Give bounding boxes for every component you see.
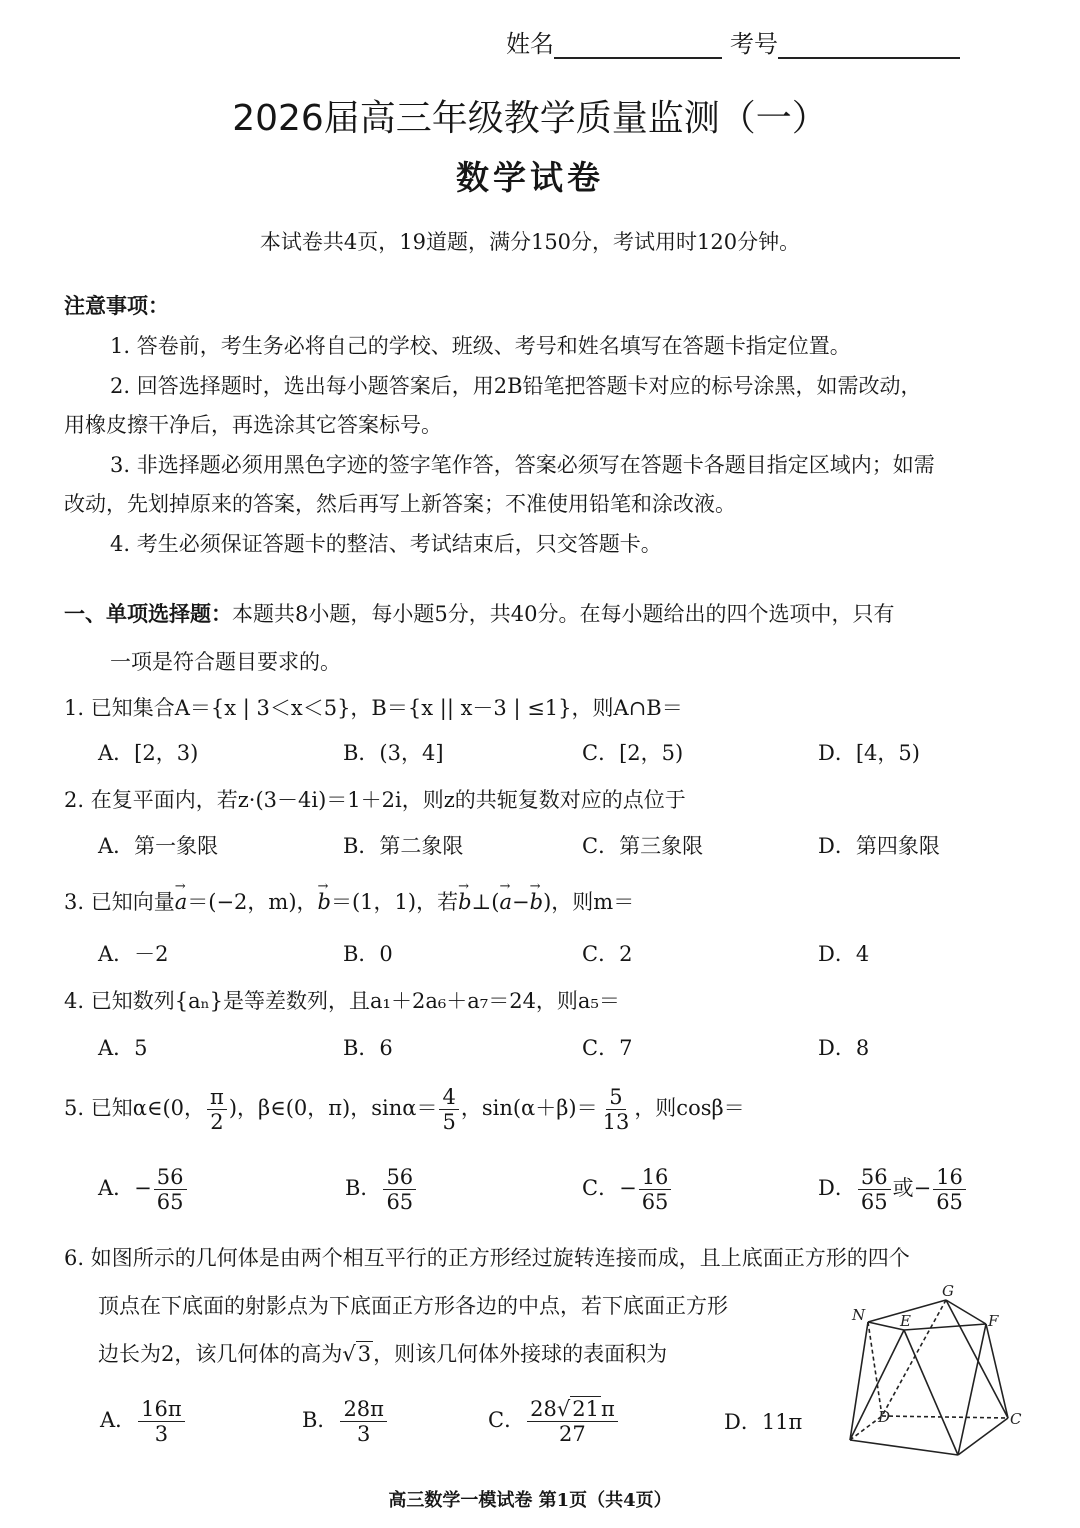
minus-sign: − <box>619 1176 637 1201</box>
sqrt-radicand: 21 <box>572 1397 599 1421</box>
question-2-option-b[interactable]: B．第二象限 <box>343 834 464 858</box>
vertex-label-n: N <box>852 1306 866 1324</box>
question-4-option-c[interactable]: C．7 <box>582 1036 633 1060</box>
numerator: 28π <box>340 1398 387 1422</box>
fraction <box>138 1398 185 1445</box>
question-5-text: ，sin(α＋β)＝ <box>460 1096 598 1121</box>
name-blank[interactable] <box>554 27 722 59</box>
question-2-option-a[interactable]: A．第一象限 <box>98 834 219 858</box>
question-3-number: 3. <box>64 890 85 914</box>
numerator: 4 <box>439 1086 458 1110</box>
fraction-4-over-5 <box>439 1086 458 1133</box>
numerator: 16 <box>639 1166 672 1190</box>
question-1-option-c[interactable]: C．[2，5) <box>582 741 684 765</box>
denominator: 5 <box>442 1110 456 1135</box>
question-5-text: 已知α∈(0， <box>90 1096 206 1121</box>
section-one-label: 一、单项选择题： <box>64 601 232 626</box>
vector-a: → a <box>175 882 188 922</box>
exam-number-field[interactable] <box>730 24 960 59</box>
question-5-text: ，则cosβ＝ <box>634 1096 745 1121</box>
question-4-option-b[interactable]: B．6 <box>343 1036 393 1060</box>
question-6-option-b[interactable] <box>302 1398 389 1445</box>
denominator: 65 <box>860 1190 888 1215</box>
or-text: 或− <box>892 1176 932 1201</box>
question-5-number: 5. <box>64 1096 85 1121</box>
option-label: C． <box>582 1176 620 1201</box>
question-1-option-b[interactable]: B．(3，4] <box>343 741 444 765</box>
edge <box>868 1322 904 1330</box>
name-label: 姓名 <box>506 30 554 58</box>
pi-symbol: π <box>600 1397 615 1421</box>
edge <box>958 1324 986 1455</box>
numerator: 56 <box>154 1166 187 1190</box>
exam-title: 2026届高三年级教学质量监测（一） <box>232 98 828 139</box>
question-2-option-c[interactable]: C．第三象限 <box>582 834 704 858</box>
numerator: 56 <box>858 1166 891 1190</box>
option-label: B． <box>345 1176 382 1201</box>
question-3-text: )，则m＝ <box>543 890 635 914</box>
vertex-label-c: C <box>1010 1410 1022 1428</box>
question-3-option-b[interactable]: B．0 <box>343 942 393 966</box>
fraction <box>340 1398 387 1445</box>
denominator: 65 <box>156 1190 184 1215</box>
question-6-stem-line-3 <box>98 1334 667 1374</box>
numerator: 16π <box>138 1398 185 1422</box>
question-3-text: ＝(−2，m)， <box>187 890 318 914</box>
fraction <box>639 1166 672 1213</box>
sqrt-sign: √ <box>342 1342 356 1366</box>
vertex-label-e: E <box>900 1312 911 1330</box>
question-6-option-c[interactable] <box>488 1398 620 1445</box>
denominator: 65 <box>386 1190 414 1215</box>
vector-b: → b <box>530 882 543 922</box>
denominator: 13 <box>602 1110 630 1135</box>
option-label: A． <box>98 1176 135 1201</box>
page-footer: 高三数学一模试卷 第1页（共4页） <box>388 1490 672 1511</box>
question-5-option-b[interactable] <box>345 1166 418 1213</box>
question-1-option-d[interactable]: D．[4，5) <box>818 741 920 765</box>
option-label: A． <box>100 1408 137 1433</box>
numerator: 28√21π <box>527 1398 618 1422</box>
fraction <box>858 1166 891 1213</box>
fraction <box>383 1166 416 1213</box>
denominator: 27 <box>559 1422 586 1447</box>
question-3-text: − <box>512 890 530 914</box>
section-one-header <box>64 594 894 634</box>
notice-item-3-cont: 改动，先划掉原来的答案，然后再写上新答案；不准使用铅笔和涂改液。 <box>64 492 736 516</box>
fraction <box>154 1166 187 1213</box>
question-4-stem: 4. 已知数列{aₙ}是等差数列，且a₁＋2a₆＋a₇＝24，则a₅＝ <box>64 989 620 1013</box>
fraction-pi-over-2 <box>207 1086 227 1133</box>
notice-item-1: 1. 答卷前，考生务必将自己的学校、班级、考号和姓名填写在答题卡指定位置。 <box>110 334 851 358</box>
minus-sign: − <box>134 1176 152 1201</box>
question-6-option-d[interactable]: D．11π <box>724 1410 803 1434</box>
question-3-option-c[interactable]: C．2 <box>582 942 633 966</box>
question-5-option-a[interactable] <box>98 1166 189 1213</box>
question-4-option-a[interactable]: A．5 <box>98 1036 148 1060</box>
notice-item-4: 4. 考生必须保证答题卡的整洁、考试结束后，只交答题卡。 <box>110 532 662 556</box>
numerator: π <box>207 1086 227 1110</box>
hidden-edge <box>882 1416 1008 1418</box>
fraction-5-over-13 <box>600 1086 633 1133</box>
numerator: 5 <box>606 1086 625 1110</box>
question-3-stem <box>64 882 634 922</box>
question-2-stem: 2. 在复平面内，若z·(3－4i)＝1＋2i，则z的共轭复数对应的点位于 <box>64 788 686 812</box>
denominator: 2 <box>210 1110 224 1135</box>
question-3-option-d[interactable]: D．4 <box>818 942 870 966</box>
sqrt-radicand: 3 <box>357 1342 372 1366</box>
edge <box>850 1440 958 1455</box>
exam-number-blank[interactable] <box>778 27 960 59</box>
denominator: 65 <box>641 1190 669 1215</box>
notice-item-2: 2. 回答选择题时，选出每小题答案后，用2B铅笔把答题卡对应的标号涂黑，如需改动， <box>110 374 922 398</box>
edge <box>986 1324 1008 1418</box>
vector-b: → b <box>458 882 471 922</box>
denominator: 3 <box>154 1422 169 1447</box>
option-label: D． <box>818 1176 856 1201</box>
question-6-stem-line-2: 顶点在下底面的射影点为下底面正方形各边的中点，若下底面正方形 <box>98 1294 728 1318</box>
question-5-option-c[interactable] <box>582 1166 673 1213</box>
option-label: C． <box>488 1408 526 1433</box>
hidden-edge <box>882 1300 946 1416</box>
geometry-figure <box>838 1280 1028 1465</box>
hidden-edge <box>868 1322 882 1416</box>
fraction <box>527 1398 618 1445</box>
question-2-option-d[interactable]: D．第四象限 <box>818 834 940 858</box>
edge <box>904 1330 958 1455</box>
vector-a: → a <box>500 882 513 922</box>
vertex-label-f: F <box>988 1312 999 1330</box>
question-3-option-a[interactable]: A．－2 <box>98 942 169 966</box>
coefficient: 28 <box>530 1397 557 1421</box>
exam-number-label: 考号 <box>730 30 778 58</box>
numerator: 16 <box>933 1166 966 1190</box>
denominator: 3 <box>357 1422 371 1447</box>
section-one-text: 本题共8小题，每小题5分，共40分。在每小题给出的四个选项中，只有 <box>232 602 895 626</box>
name-field[interactable] <box>506 24 722 59</box>
vertex-label-g: G <box>942 1282 954 1300</box>
numerator: 56 <box>383 1166 416 1190</box>
question-5-text: )，β∈(0，π)，sinα＝ <box>228 1096 438 1121</box>
question-6-stem-line-1: 6. 如图所示的几何体是由两个相互平行的正方形经过旋转连接而成，且上底面正方形的四个 <box>64 1246 910 1270</box>
option-label: B． <box>302 1408 339 1433</box>
question-1-option-a[interactable]: A．[2，3) <box>98 741 199 765</box>
question-3-text: ⊥( <box>471 890 500 914</box>
question-5-option-d[interactable] <box>818 1166 968 1213</box>
question-3-text: ＝(1，1)，若 <box>330 890 459 914</box>
notice-heading: 注意事项： <box>64 293 169 318</box>
exam-subtitle: 数学试卷 <box>456 158 604 197</box>
section-one-text-cont: 一项是符合题目要求的。 <box>110 650 341 674</box>
question-6-text: 边长为2，该几何体的高为 <box>98 1342 343 1366</box>
exam-info: 本试卷共4页，19道题，满分150分，考试用时120分钟。 <box>259 230 801 254</box>
question-6-option-a[interactable] <box>100 1398 187 1445</box>
question-6-text: ，则该几何体外接球的表面积为 <box>373 1342 668 1366</box>
vector-b: → b <box>318 882 331 922</box>
question-5-stem <box>64 1086 745 1133</box>
denominator: 65 <box>936 1190 963 1215</box>
question-4-option-d[interactable]: D．8 <box>818 1036 870 1060</box>
fraction <box>933 1166 966 1213</box>
notice-item-3: 3. 非选择题必须用黑色字迹的签字笔作答，答案必须写在答题卡各题目指定区域内；如需 <box>110 453 935 477</box>
question-1-stem: 1. 已知集合A＝{x | 3＜x＜5}，B＝{x || x－3 | ≤1}，则A∩B＝ <box>64 696 683 720</box>
notice-item-2-cont: 用橡皮擦干净后，再选涂其它答案标号。 <box>64 413 442 437</box>
question-3-text: 已知向量 <box>90 890 175 914</box>
vertex-label-d: D <box>878 1408 891 1426</box>
edge <box>904 1324 986 1330</box>
